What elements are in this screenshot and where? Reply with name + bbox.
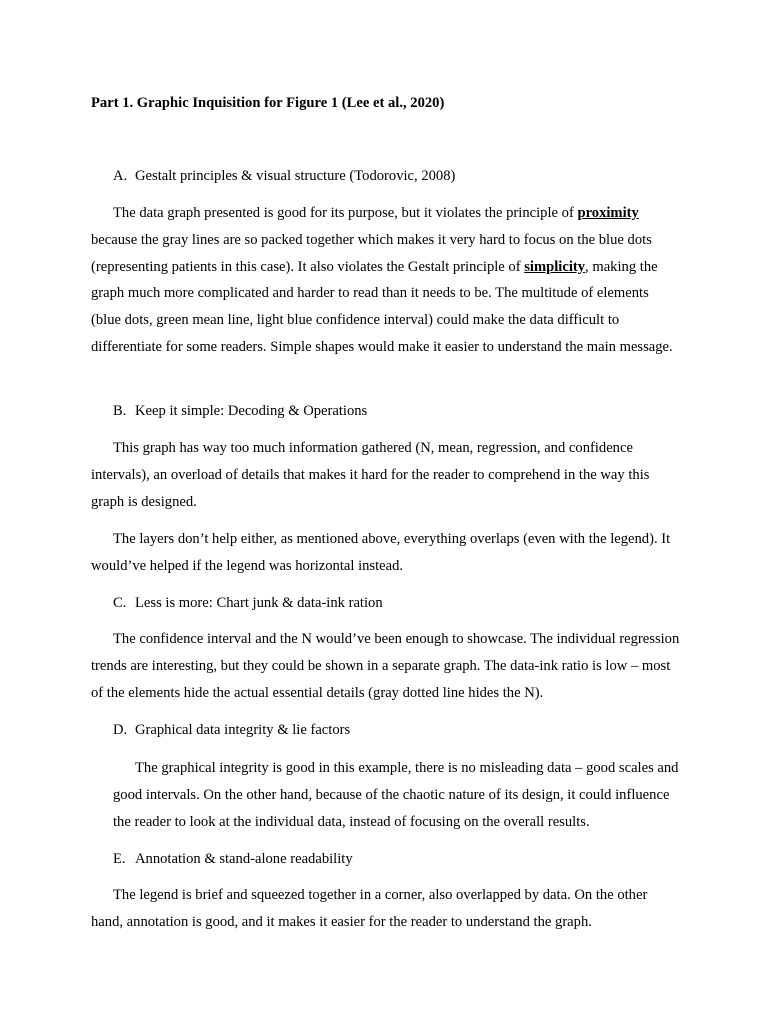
section-heading-text: Keep it simple: Decoding & Operations (135, 403, 368, 419)
section-heading-text: Annotation & stand-alone readability (135, 851, 353, 867)
section-letter: C. (113, 595, 127, 611)
document-title: Part 1. Graphic Inquisition for Figure 1 (Lee et al., 2020) (91, 95, 445, 111)
paragraph-gestalt (91, 200, 681, 361)
section-heading-b (113, 402, 367, 420)
keyword-simplicity: simplicity (524, 258, 586, 275)
paragraph-keep-simple: This graph has way too much information gathered (N, mean, regression, and confidence intervals), an overload of details that makes it hard for the reader to comprehend in the way this graph is designed. (91, 440, 650, 510)
section-heading-c (113, 594, 383, 612)
paragraph-annotation: The legend is brief and squeezed together in a corner, also overlapped by data. On the other hand, annotation is good, and it makes it easier for the reader to understand the graph. (91, 887, 648, 930)
section-letter: D. (113, 722, 128, 738)
section-letter: A. (113, 168, 128, 184)
section-letter: B. (113, 403, 127, 419)
paragraph-less-is-more: The confidence interval and the N would’ve been enough to showcase. The individual regression trends are interesting, but they could be shown in a separate graph. The data-ink ratio is low – most of the elements hide the actual essential details (gray dotted line hides the N). (91, 631, 680, 701)
section-heading-a (113, 167, 455, 185)
paragraph-text: because the gray lines are so packed together which makes it very hard to focus on the blue dots (representing patients in this case). It also violates the Gestalt principle of (91, 231, 652, 275)
section-heading-d (113, 721, 350, 739)
keyword-proximity: proximity (577, 205, 639, 221)
section-heading-e (113, 850, 353, 868)
section-heading-text: Less is more: Chart junk & data-ink ration (135, 595, 383, 611)
section-heading-text: Gestalt principles & visual structure (Todorovic, 2008) (135, 168, 456, 184)
paragraph-text: The data graph presented is good for its purpose, but it violates the principle of (113, 205, 578, 221)
section-letter: E. (113, 851, 126, 867)
paragraph-integrity: The graphical integrity is good in this example, there is no misleading data – good scales and good intervals. On the other hand, because of the chaotic nature of its design, it could influence the reader to look at the individual data, instead of focusing on the overall results. (113, 760, 679, 830)
section-heading-text: Graphical data integrity & lie factors (135, 722, 351, 738)
paragraph-layers: The layers don’t help either, as mentioned above, everything overlaps (even with the legend). It would’ve helped if the legend was horizontal instead. (91, 531, 671, 574)
paragraph-text: , making the graph much more complicated and harder to read than it needs to be. The multitude of elements (blue dots, green mean line, light blue confidence interval) could make the data difficult to differentiate for some readers. Simple shapes would make it easier to understand the main message. (91, 258, 673, 355)
